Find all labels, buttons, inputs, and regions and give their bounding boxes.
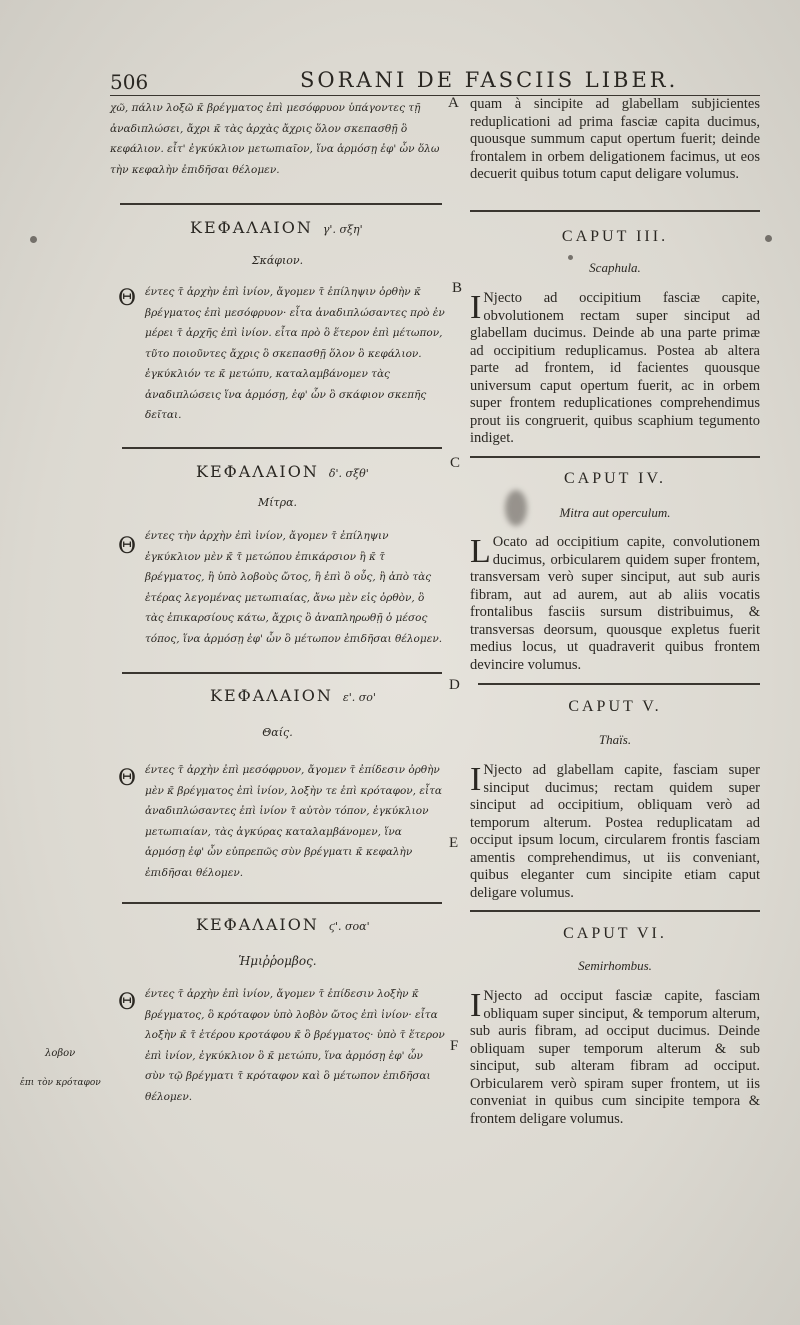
- section-rule: [122, 902, 442, 904]
- latin-body: I Njecto ad glabellam capite, fasciam super sinciput ducimus; rectam quidem super sinciput ad occipitium, obliquam verò ad temporum alterum. Postea reduplicatam ad occiput ipsum locum, circularem frontis fasciam amentis comprehendimus, ut iis conveniant, quibus eleganter cum sincipite etiam caput deligare volumus.: [470, 761, 760, 901]
- margin-letter: D: [449, 677, 460, 693]
- latin-body: L Ocato ad occipitium capite, convolutionem ducimus, orbicularem quidem super frontem, transversam verò super sinciput, aut sub auris fibram, aut ad aurem, aut ab aliis vocatis frontalibus fasciis sursum distribuimus, & transversas deorsum, quousque expletus fuerit medius locus, ut quadraverit quibus frontem devincire volumus.: [470, 533, 760, 673]
- greek-heading-title: ΚΕΦΑΛΑΙΟΝ: [210, 686, 333, 705]
- greek-heading-number: δ'. σξθ': [328, 467, 369, 480]
- greek-heading-number: γ'. σξη': [322, 223, 363, 236]
- greek-body: έντες τὴν ἀρχὴν ἐπὶ ἰνίον, ἄγομεν τ̄ ἐπίληψιν ἐγκύκλιον μὲν κ̄ τ̄ μετώπου ἐπικάρσιον ἢ κ̄ τ̄ βρέγματος, ἢ ὑπὸ λοβοὺς ὤτος, ἢ ἐπὶ ὃ οὖς, ἢ ἀπὸ τὰς ἑτέρας λεγομένας μετωπιαίας, ἄνω μὲν εἰς ὀρθὸν, ὃ τὰς ἐπικαρσίους κάτω, ἄχρις ὃ ἀναπληρωθῇ ὁ μέσος τόπος, ἵνα ἁρμόσῃ ἐφ' ὧν ὃ μέτωπον ἐπιδῆσαι θέλομεν.: [145, 530, 443, 645]
- margin-letter: F: [450, 1038, 459, 1054]
- margin-letter: E: [449, 835, 459, 851]
- greek-subtitle: Θαίς.: [262, 726, 293, 739]
- drop-initial: Θ: [118, 286, 137, 311]
- latin-body: I Njecto ad occiput fasciæ capite, fasciam obliquam super sinciput, & temporum alterum, sub auris fibram, ad occiput ducimus. Deinde obliquam super temporum alterum & sub sinciput, sub alteram fibram ad occiput. Orbicularem verò spiram super frontem, ut iis conveniat in quibus cum sincipite tempora & frontem deligare volumus.: [470, 987, 760, 1127]
- margin-letter: A: [448, 95, 459, 111]
- greek-heading-title: ΚΕΦΑΛΑΙΟΝ: [190, 218, 313, 237]
- greek-body: έντες τ̄ ἀρχὴν ἐπὶ ἰνίον, ἄγομεν τ̄ ἐπίδεσιν λοξὴν κ̄ βρέγματος, ὃ κρόταφον ὑπὸ λοβὸν ὤτος ἐπὶ ἰνίον· εἶτα λοξὴν κ̄ τ̄ ἑτέρου κροτάφου κ̄ ὃ βρέγματος· ὑπὸ τ̄ ἕτερον ἐπὶ ἰνίον, ἐγκύκλιον ὃ κ̄ μετώπυ, ἵνα ἁρμόσῃ ἐφ' ὧν σὺν τῷ βρέγματι τ̄ κρόταφον καὶ ὃ μέτωπον ἐπιδῆσαι θέλομεν.: [145, 988, 445, 1103]
- caput-subtitle: Scaphula.: [589, 260, 641, 275]
- greek-heading: [190, 218, 363, 237]
- drop-initial: Θ: [118, 990, 137, 1015]
- drop-initial: Θ: [118, 766, 137, 791]
- section-rule: [122, 447, 442, 449]
- drop-initial: I: [470, 987, 482, 1024]
- greek-heading-title: ΚΕΦΑΛΑΙΟΝ: [196, 462, 319, 481]
- drop-initial: I: [470, 289, 482, 326]
- greek-heading: [196, 915, 370, 934]
- greek-heading: [210, 686, 376, 705]
- drop-initial: L: [470, 533, 491, 570]
- caput-heading: CAPUT IV.: [564, 470, 666, 487]
- caput-heading: CAPUT III.: [561, 228, 669, 245]
- greek-intro: χῶ, πάλιν λοξῶ κ̄ βρέγματος ἐπὶ μεσόφρυον ὑπάγοντες τῇ ἀναδιπλώσει, ἄχρι κ̄ τὰς ἀρχὰς ἄχρις ὅλον σκεπασθῇ ὃ κεφάλιον. εἶτ' ἐγκύκλιον μετωπιαῖον, ἵνα ἁρμόσῃ ἐφ' ὧν ὅλω τὴν κεφαλὴν ἐπιδῆσαι θέλομεν.: [110, 102, 440, 176]
- caput-heading: CAPUT V.: [568, 698, 662, 715]
- caput-subtitle: Mitra aut operculum.: [559, 505, 671, 520]
- greek-body: έντες τ̄ ἀρχὴν ἐπὶ μεσόφρυον, ἄγομεν τ̄ ἐπίδεσιν ὀρθὴν μὲν κ̄ βρέγματος ἐπὶ ἰνίον, λοξὴν τε ἐπὶ κρόταφον, εἶτα ἀναδιπλώσαντες ἐπὶ ἰνίον τ̄ αὐτὸν τόπον, ἐγκύκλιον μετωπιαίαν, τὰς ἀγκύρας καταλαμβάνομεν, ἵνα ἁρμόσῃ ἐφ' ὧν εὐπρεπῶς σὺν βρέγματι κ̄ κεφαλὴν ἐπιδῆσαι θέλομεν.: [145, 764, 443, 879]
- latin-intro: quam à sincipite ad glabellam subjicientes reduplicationi ad prima fasciæ capita ducimus, quousque summum caput opertum fuerit; deinde frontalem in orbem deligationem facimus, ut eos decuerit quibus totum caput deligare volumus.: [470, 96, 760, 182]
- section-rule: [470, 210, 760, 212]
- running-title: SORANI DE FASCIIS LIBER.: [300, 68, 679, 92]
- section-rule: [470, 456, 760, 458]
- caput-subtitle: Thaïs.: [598, 732, 632, 747]
- section-rule: [470, 910, 760, 912]
- greek-heading-number: ϛ'. σοα': [328, 920, 370, 933]
- greek-subtitle: Μίτρα.: [257, 496, 298, 509]
- marginal-note: λοβον: [45, 1048, 76, 1059]
- ink-spot: [765, 235, 772, 242]
- section-rule: [120, 203, 442, 205]
- ink-spot: [30, 236, 37, 243]
- drop-initial: Θ: [118, 534, 137, 559]
- greek-heading: [196, 462, 369, 481]
- caput-subtitle: Semirhombus.: [578, 958, 652, 973]
- page-number: 506: [110, 70, 149, 94]
- greek-heading-number: ε'. σο': [342, 691, 376, 704]
- greek-heading-title: ΚΕΦΑΛΑΙΟΝ: [196, 915, 319, 934]
- caput-heading: CAPUT VI.: [563, 925, 667, 942]
- greek-body: έντες τ̄ ἀρχὴν ἐπὶ ἰνίον, ἄγομεν τ̄ ἐπίληψιν ὀρθὴν κ̄ βρέγματος ἐπὶ μεσόφρυον· εἶτα ἀναδιπλώσαντες πρὸ ἐν μέρει τ̄ ἀρχῆς ἐπὶ ἰνίον. εἶτα πρὸ ὃ ἕτερον ἐπὶ μέτωπον, τῦτο ποιοῦντες ἄχρις ὃ σκεπασθῇ ὅλον ὃ κεφάλιον. ἐγκύκλιόν τε κ̄ μετώπυ, καταλαμβάνομεν τὰς ἀναδιπλώσεις ἵνα ἁρμόσῃ, ἐφ' ὧν ὃ σκάφιον σκεπῆς δεῖται.: [145, 286, 445, 421]
- greek-subtitle: Σκάφιον.: [251, 254, 304, 267]
- marginal-note: ἐπι τὸν κρόταφον: [20, 1078, 101, 1088]
- latin-body: I Njecto ad occipitium fasciæ capite, obvolutionem rectam super sinciput ad glabellam ducimus. Deinde ab una parte primæ ad occipitium reduplicamus. Postea ab altera parte ad frontem, id facientes quousque universum caput opertum fuerit, ac in orbem super frontem reduplicationes comprehendimus prout iis congruerit, quibus scaphium tegumento indiget.: [470, 289, 760, 446]
- section-rule: [122, 672, 442, 674]
- margin-letter: B: [452, 280, 463, 296]
- section-rule: [478, 683, 760, 685]
- margin-letter: C: [450, 455, 461, 471]
- drop-initial: I: [470, 761, 482, 798]
- greek-subtitle: Ἡμιῤῥομβος.: [238, 954, 317, 968]
